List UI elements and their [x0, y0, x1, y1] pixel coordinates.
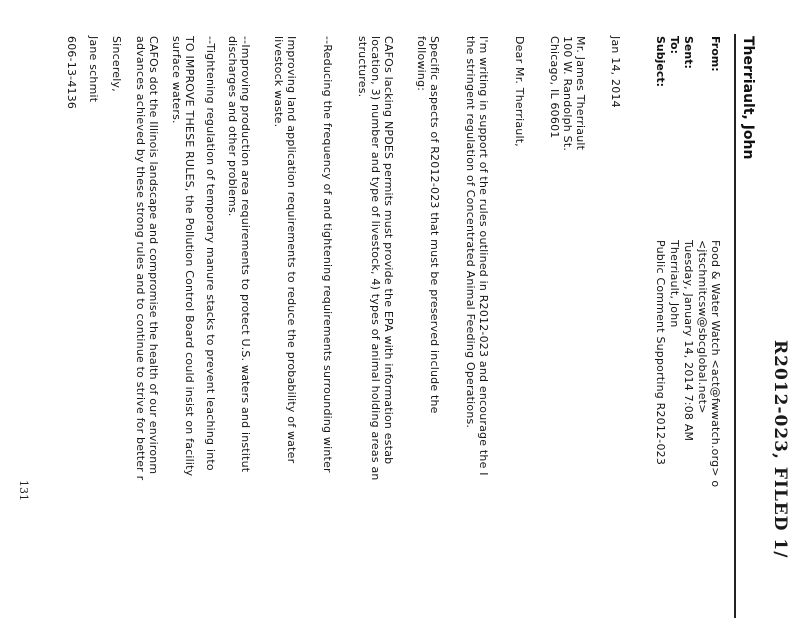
paragraph-line: --Improving production area requirements to protect U.S. waters and institut [239, 36, 252, 473]
intro-line: the stringent regulation of Concentrated Animal Feeding Operations. [464, 36, 477, 429]
aspects-line: following: [415, 36, 428, 92]
page-number: 131 [17, 480, 30, 501]
paragraph-line: structures. [356, 36, 369, 98]
paragraph-line: advances achieved by these strong rules and to continue to strive for better r [134, 36, 147, 481]
sender-name: Therriault, John [740, 36, 756, 160]
sent-value: Tuesday, January 14, 2014 7:08 AM [682, 240, 695, 442]
salutation: Dear Mr. Therriault, [513, 36, 526, 147]
paragraph-line: discharges and other problems. [226, 36, 239, 217]
to-value: Therriault, John [668, 240, 681, 328]
paragraph-line: --Tightening regulation of temporary manure stacks to prevent leaching into [204, 36, 217, 471]
paragraph-line: CAFOs lacking NPDES permits must provide the EPA with information estab [382, 36, 395, 465]
from-label: From: [709, 36, 722, 72]
address-line: 100 W. Randolph St. [561, 36, 574, 152]
paragraph-line: surface waters. [170, 36, 183, 124]
header-rule [734, 34, 736, 618]
sent-label: Sent: [682, 36, 695, 69]
phone-number: 606-13-4136 [65, 36, 78, 110]
subject-value: Public Comment Supporting R2012-023 [654, 240, 667, 466]
filing-stamp: R2012-023, FILED 1/ [770, 340, 790, 559]
paragraph-line: --Reducing the frequency of and tightening requirements surrounding winter [321, 36, 334, 473]
aspects-line: Specific aspects of R2012-023 that must be preserved include the [428, 36, 441, 414]
paragraph-line: livestock waste. [272, 36, 285, 128]
subject-label: Subject: [654, 36, 667, 88]
paragraph-line: TO IMPROVE THESE RULES, the Pollution Control Board could insist on facility [183, 36, 196, 477]
paragraph-line: location, 3) number and type of livestock, 4) types of animal holding areas an [369, 36, 382, 481]
paragraph-line: CAFOs dot the Illinois landscape and compromise the health of our environm [147, 36, 160, 475]
paragraph-line: Improving land application requirements to reduce the probability of water [285, 36, 298, 464]
letter-date: Jan 14, 2014 [609, 36, 622, 108]
from-value: Food & Water Watch <act@fwwatch.org> o [709, 240, 722, 488]
to-label: To: [668, 36, 681, 54]
address-line: Chicago, IL 60601 [548, 36, 561, 139]
signature-name: Jane schmit [87, 36, 100, 103]
address-line: Mr. James Therriault [574, 36, 587, 151]
closing: Sincerely, [110, 36, 123, 92]
from-email: <jtschmitcsw@sbcglobal.net> [696, 240, 709, 414]
intro-line: I'm writing in support of the rules outlined in R2012-023 and encourage the I [477, 36, 490, 476]
